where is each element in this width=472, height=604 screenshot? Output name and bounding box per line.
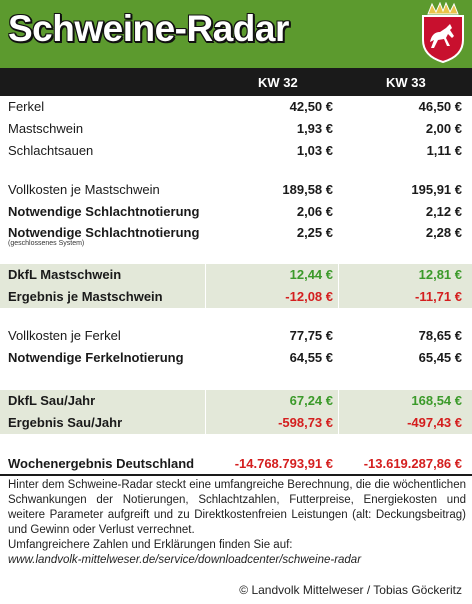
value-kw1: 77,75 € bbox=[289, 328, 333, 343]
value-kw2: 168,54 € bbox=[411, 393, 462, 408]
table-header bbox=[0, 68, 472, 96]
row-label: Ergebnis je Mastschwein bbox=[8, 289, 163, 304]
value-kw2: 78,65 € bbox=[418, 328, 462, 343]
row-label: Notwendige Schlachtnotierung bbox=[8, 225, 200, 240]
footer-url: www.landvolk-mittelweser.de/service/downloadcenter/schweine-radar bbox=[8, 554, 362, 566]
footer-description bbox=[8, 478, 466, 568]
value-kw1: 1,03 € bbox=[296, 143, 333, 158]
credit-line: © Landvolk Mittelweser / Tobias Göckeritz bbox=[239, 583, 462, 597]
value-kw1: 2,25 € bbox=[296, 225, 333, 240]
value-kw1: 1,93 € bbox=[296, 121, 333, 136]
column-header-kw2: KW 33 bbox=[386, 75, 426, 90]
row-label: Vollkosten je Mastschwein bbox=[8, 182, 160, 197]
value-kw2: 2,12 € bbox=[425, 204, 462, 219]
value-kw2: 12,81 € bbox=[418, 267, 462, 282]
value-kw1: 12,44 € bbox=[289, 267, 333, 282]
value-kw1: -14.768.793,91 € bbox=[234, 456, 333, 471]
value-kw1: -598,73 € bbox=[278, 415, 333, 430]
column-header-kw1: KW 32 bbox=[258, 75, 298, 90]
value-kw1: 2,06 € bbox=[296, 204, 333, 219]
value-kw2: 2,00 € bbox=[425, 121, 462, 136]
row-label: Ergebnis Sau/Jahr bbox=[8, 415, 123, 430]
value-kw1: 67,24 € bbox=[289, 393, 333, 408]
row-label: Notwendige Schlachtnotierung bbox=[8, 204, 200, 219]
row-label: Mastschwein bbox=[8, 121, 84, 136]
row-label: DkfL Mastschwein bbox=[8, 267, 122, 282]
value-kw2: -11,71 € bbox=[415, 289, 462, 304]
value-kw2: -13.619.287,86 € bbox=[363, 456, 462, 471]
footer-more: Umfangreichere Zahlen und Erklärungen finden Sie auf: bbox=[8, 539, 293, 551]
value-kw2: 195,91 € bbox=[411, 182, 462, 197]
row-label: DkfL Sau/Jahr bbox=[8, 393, 96, 408]
footer-paragraph: Hinter dem Schweine-Radar steckt eine umfangreiche Berechnung, die die wöchentlichen Schwankungen der Notierungen, Schlachtzahlen, Futterpreise, Energiekosten und weitere Parameter aufgreift und zu Direktkostenfreien Leistungen (alt: Deckungsbeitrag) und Gewinn oder Verlust verrechnet. bbox=[8, 479, 466, 536]
row-label: Notwendige Ferkelnotierung bbox=[8, 350, 184, 365]
row-label: Wochenergebnis Deutschland bbox=[8, 456, 195, 471]
row-label: Ferkel bbox=[8, 99, 45, 114]
value-kw2: 46,50 € bbox=[418, 99, 462, 114]
value-kw2: 1,11 € bbox=[426, 143, 462, 158]
value-kw2: 2,28 € bbox=[425, 225, 462, 240]
value-kw2: -497,43 € bbox=[407, 415, 462, 430]
value-kw1: 189,58 € bbox=[282, 182, 333, 197]
row-label: Vollkosten je Ferkel bbox=[8, 328, 121, 343]
value-kw2: 65,45 € bbox=[418, 350, 462, 365]
crest-icon bbox=[420, 2, 466, 64]
value-kw1: -12,08 € bbox=[285, 289, 333, 304]
table-bottom-rule bbox=[0, 96, 472, 476]
header-bar bbox=[0, 0, 472, 68]
value-kw1: 42,50 € bbox=[289, 99, 333, 114]
value-kw1: 64,55 € bbox=[289, 350, 333, 365]
page-title: Schweine-Radar bbox=[8, 8, 289, 49]
row-sublabel: (geschlossenes System) bbox=[8, 240, 85, 247]
row-label: Schlachtsauen bbox=[8, 143, 94, 158]
